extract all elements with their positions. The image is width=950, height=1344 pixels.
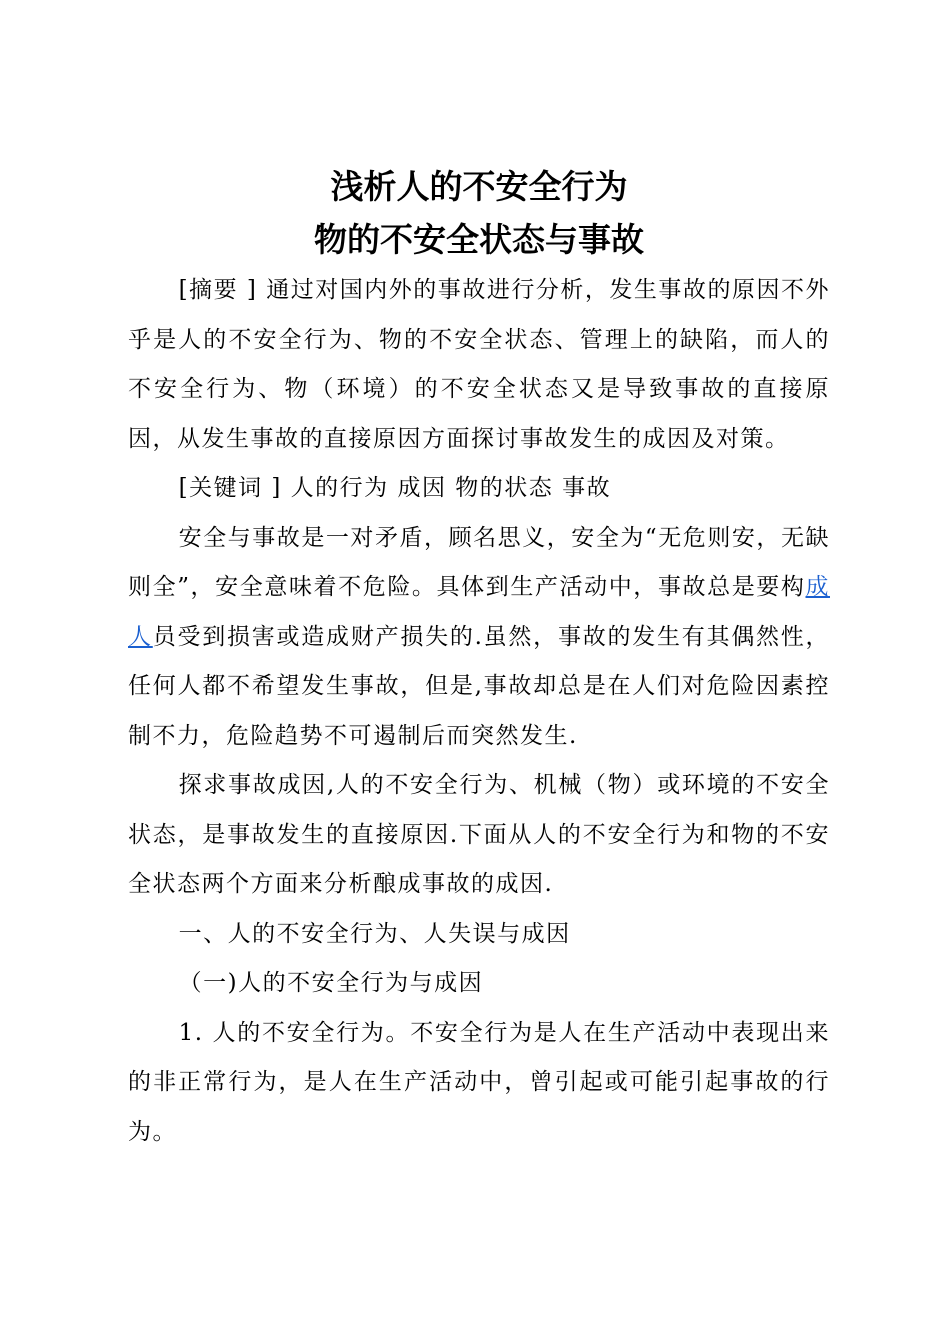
unsafe-behavior-paragraph: 1. 人的不安全行为。不安全行为是人在生产活动中表现出来的非正常行为，是人在生产活动中，曾引起或可能引起事故的行为。	[128, 1019, 830, 1145]
inline-hyperlink[interactable]: 成人	[128, 574, 830, 650]
intro-text-before-link: 安全与事故是一对矛盾，顾名思义，安全为“无危则安，无缺则全”，安全意味着不危险。具体到生产活动中，事故总是要构	[128, 524, 830, 600]
document-page	[128, 160, 830, 1157]
abstract-paragraph: [摘要 ] 通过对国内外的事故进行分析，发生事故的原因不外乎是人的不安全行为、物的不安全状态、管理上的缺陷，而人的不安全行为、物（环境）的不安全状态又是导致事故的直接原因，从发生事故的直接原因方面探讨事故发生的成因及对策。	[128, 277, 830, 452]
keywords-paragraph: [关键词 ] 人的行为 成因 物的状态 事故	[178, 475, 612, 501]
subsection-heading-1: （一)人的不安全行为与成因	[178, 970, 484, 996]
document-title-line-1: 浅析人的不安全行为	[330, 167, 628, 206]
cause-paragraph: 探求事故成因,人的不安全行为、机械（物）或环境的不安全状态，是事故发生的直接原因.下面从人的不安全行为和物的不安全状态两个方面来分析酿成事故的成因.	[128, 772, 830, 897]
section-heading-1: 一、人的不安全行为、人失误与成因	[178, 920, 571, 947]
intro-paragraph	[128, 514, 830, 762]
document-title-line-2: 物的不安全状态与事故	[314, 220, 644, 259]
intro-text-after-link: 员受到损害或造成财产损失的.虽然，事故的发生有其偶然性，任何人都不希望发生事故，但是,事故却总是在人们对危险因素控制不力，危险趋势不可遏制后而突然发生.	[128, 623, 831, 749]
